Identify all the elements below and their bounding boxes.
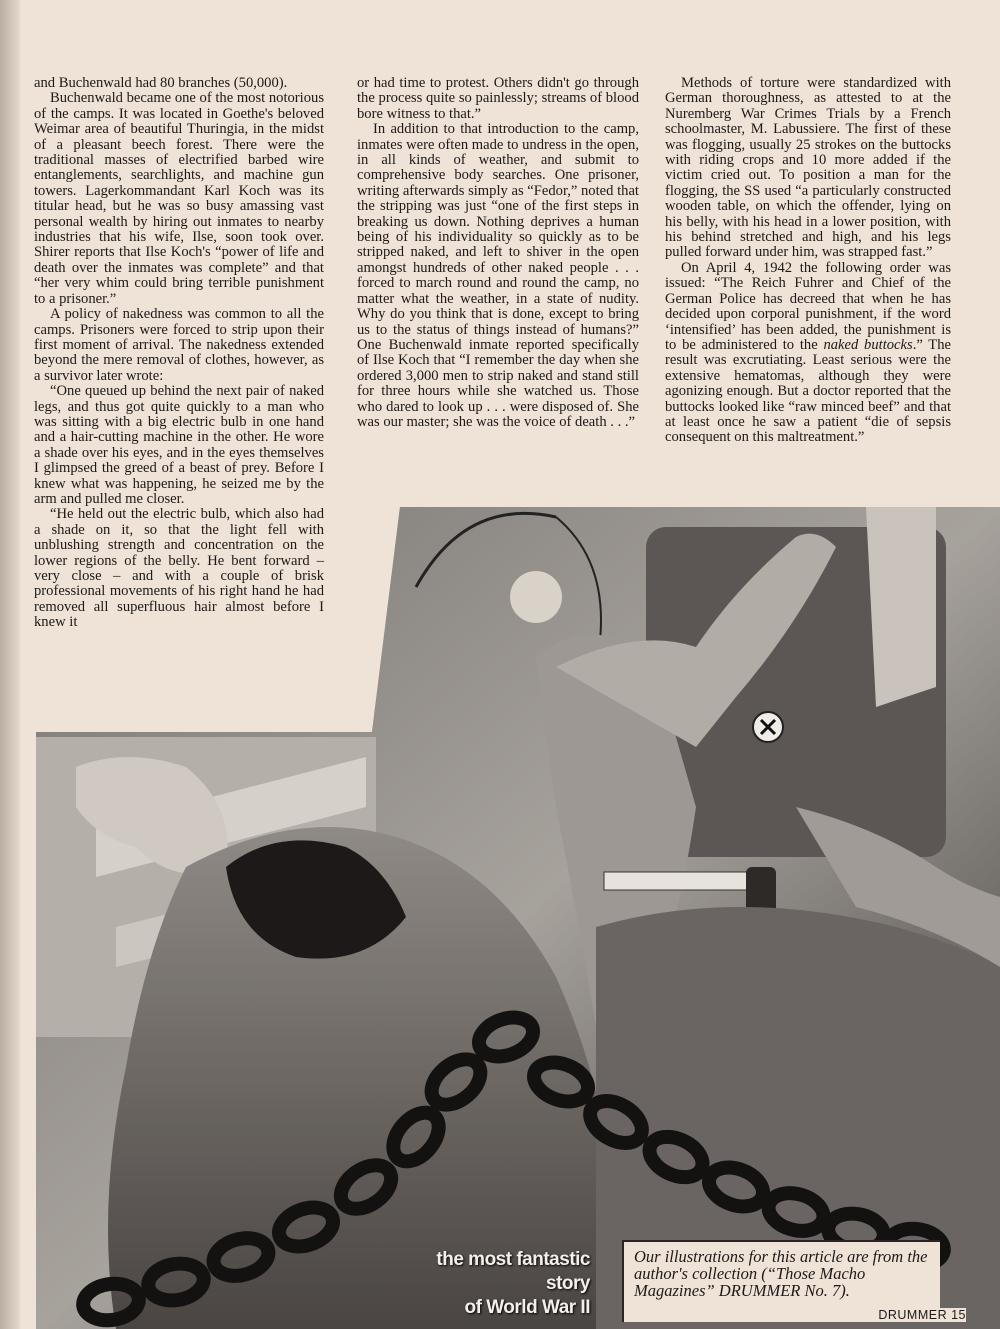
page-binding-edge: [0, 0, 20, 1329]
paragraph-text: On April 4, 1942 the following order was issued: “The Reich Fuhrer and Chief of the German Police has decreed that when he has decided upon corporal punishment, if the word ‘intensified’ has been added, the punishment is to be administered to the: [665, 259, 951, 353]
tagline-line: story: [546, 1273, 590, 1294]
page-folio: DRUMMER 15: [856, 1308, 966, 1322]
paragraph: [665, 261, 951, 446]
tagline-line: of World War II: [464, 1297, 590, 1318]
article-column-1: [34, 76, 324, 631]
paragraph: and Buchenwald had 80 branches (50,000).: [34, 75, 288, 91]
paragraph: “One queued up behind the next pair of naked legs, and thus got quite quickly to a man who was sitting with a big electric bulb in one hand and a hair-cutting machine in the other. He wore a shade over his eyes, and in the eyes themselves I glimpsed the greed of a beast of prey. Before I knew what was happening, he seized me by the arm and pulled me closer.: [34, 383, 324, 507]
illustration-caption: Our illustrations for this article are from the author's collection (“Those Macho Magazines” DRUMMER No. 7).: [622, 1240, 940, 1322]
article-column-3: [665, 76, 951, 446]
tagline-line: the most fantastic: [436, 1249, 590, 1270]
illustration-tagline: [404, 1248, 590, 1320]
paragraph: or had time to protest. Others didn't go through the process quite so painlessly; streams of blood bore witness to that.”: [357, 75, 639, 122]
paragraph-text: .” The result was excrutiating. Least serious were the extensive hematomas, although they were agonizing enough. But a doctor reported that the buttocks looked like “raw minced beef” and that at least once he saw a patient “die of sepsis consequent on this maltreatment.”: [665, 336, 951, 446]
paragraph: Buchenwald became one of the most notorious of the camps. It was located in Goethe's beloved Weimar area of beautiful Thuringia, in the midst of a pleasant beech forest. There were the traditional masses of electrified barbed wire entanglements, searchlights, and machine gun towers. Lagerkommandant Karl Koch was its titular head, but he was so busy amassing vast personal wealth by hiring out inmates to nearby industries that his wife, Ilse, soon took over. Shirer reports that Ilse Koch's “power of life and death over the inmates was complete” and that “her very whim could bring terrible punishment to a prisoner.”: [34, 90, 324, 307]
paragraph: Methods of torture were standardized with German thoroughness, as attested to at the Nuremberg War Crimes Trials by a French schoolmaster, M. Labussiere. The first of these was flogging, usually 25 strokes on the buttocks with riding crops and 10 more added if the victim cried out. To position a man for the flogging, the SS used “a particularly constructed wooden table, on which the offender, lying on his belly, with his head in a lower position, with his behind stretched and high, and his legs pulled forward under him, was strapped fast.”: [665, 75, 951, 261]
article-column-2: [357, 76, 639, 430]
emphasis-text: naked buttocks: [823, 336, 913, 353]
paragraph: A policy of nakedness was common to all the camps. Prisoners were forced to strip upon their first moment of arrival. The nakedness extended beyond the mere removal of clothes, however, as a survivor later wrote:: [34, 306, 324, 384]
paragraph: In addition to that introduction to the camp, inmates were often made to undress in the open, in all kinds of weather, and submit to comprehensive body searches. One prisoner, writing afterwards simply as “Fedor,” noted that the stripping was just “one of the first steps in breaking us down. Nothing deprives a human being of his individuality so quickly as to be stripped naked, and left to shiver in the open amongst hundreds of other naked people . . . forced to march round and round the camp, no matter what the weather, in a state of nudity. Why do you think that is done, except to bring us to the status of things instead of humans?” One Buchenwald inmate reported specifically of Ilse Koch that “I remember the day when she ordered 3,000 men to strip naked and stand still for three hours while she watched us. Those who dared to look up . . . were disposed of. She was our master; she was the voice of death . . .”: [357, 121, 639, 430]
paragraph: “He held out the electric bulb, which also had a shade on it, so that the light fell with unblushing strength and concentration on the lower regions of the belly. He bent forward – very close – and with a couple of brisk professional movements of his right hand he had removed all superfluous hair almost before I knew it: [34, 506, 324, 631]
